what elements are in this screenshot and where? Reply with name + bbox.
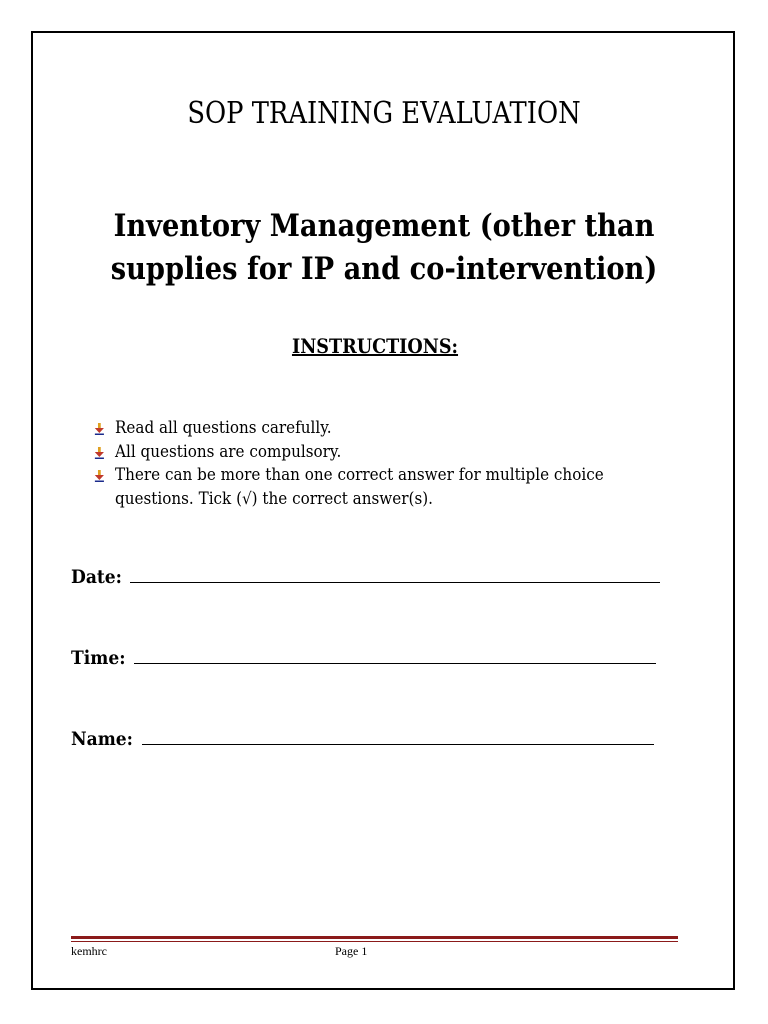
footer-rule — [71, 936, 678, 939]
instructions-heading: INSTRUCTIONS: — [291, 334, 459, 358]
instruction-item — [92, 416, 685, 440]
date-field[interactable] — [130, 581, 660, 583]
time-field[interactable] — [134, 662, 656, 664]
time-field-row — [71, 647, 656, 669]
instruction-text: There can be more than one correct answer for multiple choice questions. Tick (√) the correct answer(s). — [115, 465, 604, 508]
name-label: Name: — [71, 728, 134, 750]
name-field[interactable] — [142, 743, 654, 745]
footer-org: kemhrc — [71, 944, 107, 958]
footer-page-number: Page 1 — [335, 944, 368, 958]
instruction-list — [92, 416, 692, 510]
footer-rule-thin — [71, 941, 678, 942]
down-arrow-bullet-icon — [95, 470, 104, 482]
down-arrow-bullet-icon — [95, 423, 104, 435]
document-subject — [46, 205, 722, 291]
instruction-text: Read all questions carefully. — [115, 418, 332, 437]
document-subject-line-1: Inventory Management (other than — [113, 208, 655, 244]
instruction-item — [92, 440, 685, 464]
instruction-text: All questions are compulsory. — [115, 441, 342, 461]
down-arrow-bullet-icon — [95, 447, 104, 459]
name-field-row — [71, 728, 654, 750]
instruction-item — [92, 463, 685, 510]
date-label: Date: — [71, 566, 123, 588]
time-label: Time: — [71, 647, 126, 669]
document-title: SOP TRAINING EVALUATION — [187, 96, 581, 131]
page-border — [31, 31, 735, 990]
date-field-row — [71, 566, 660, 588]
document-subject-line-2: supplies for IP and co-intervention) — [110, 251, 658, 287]
